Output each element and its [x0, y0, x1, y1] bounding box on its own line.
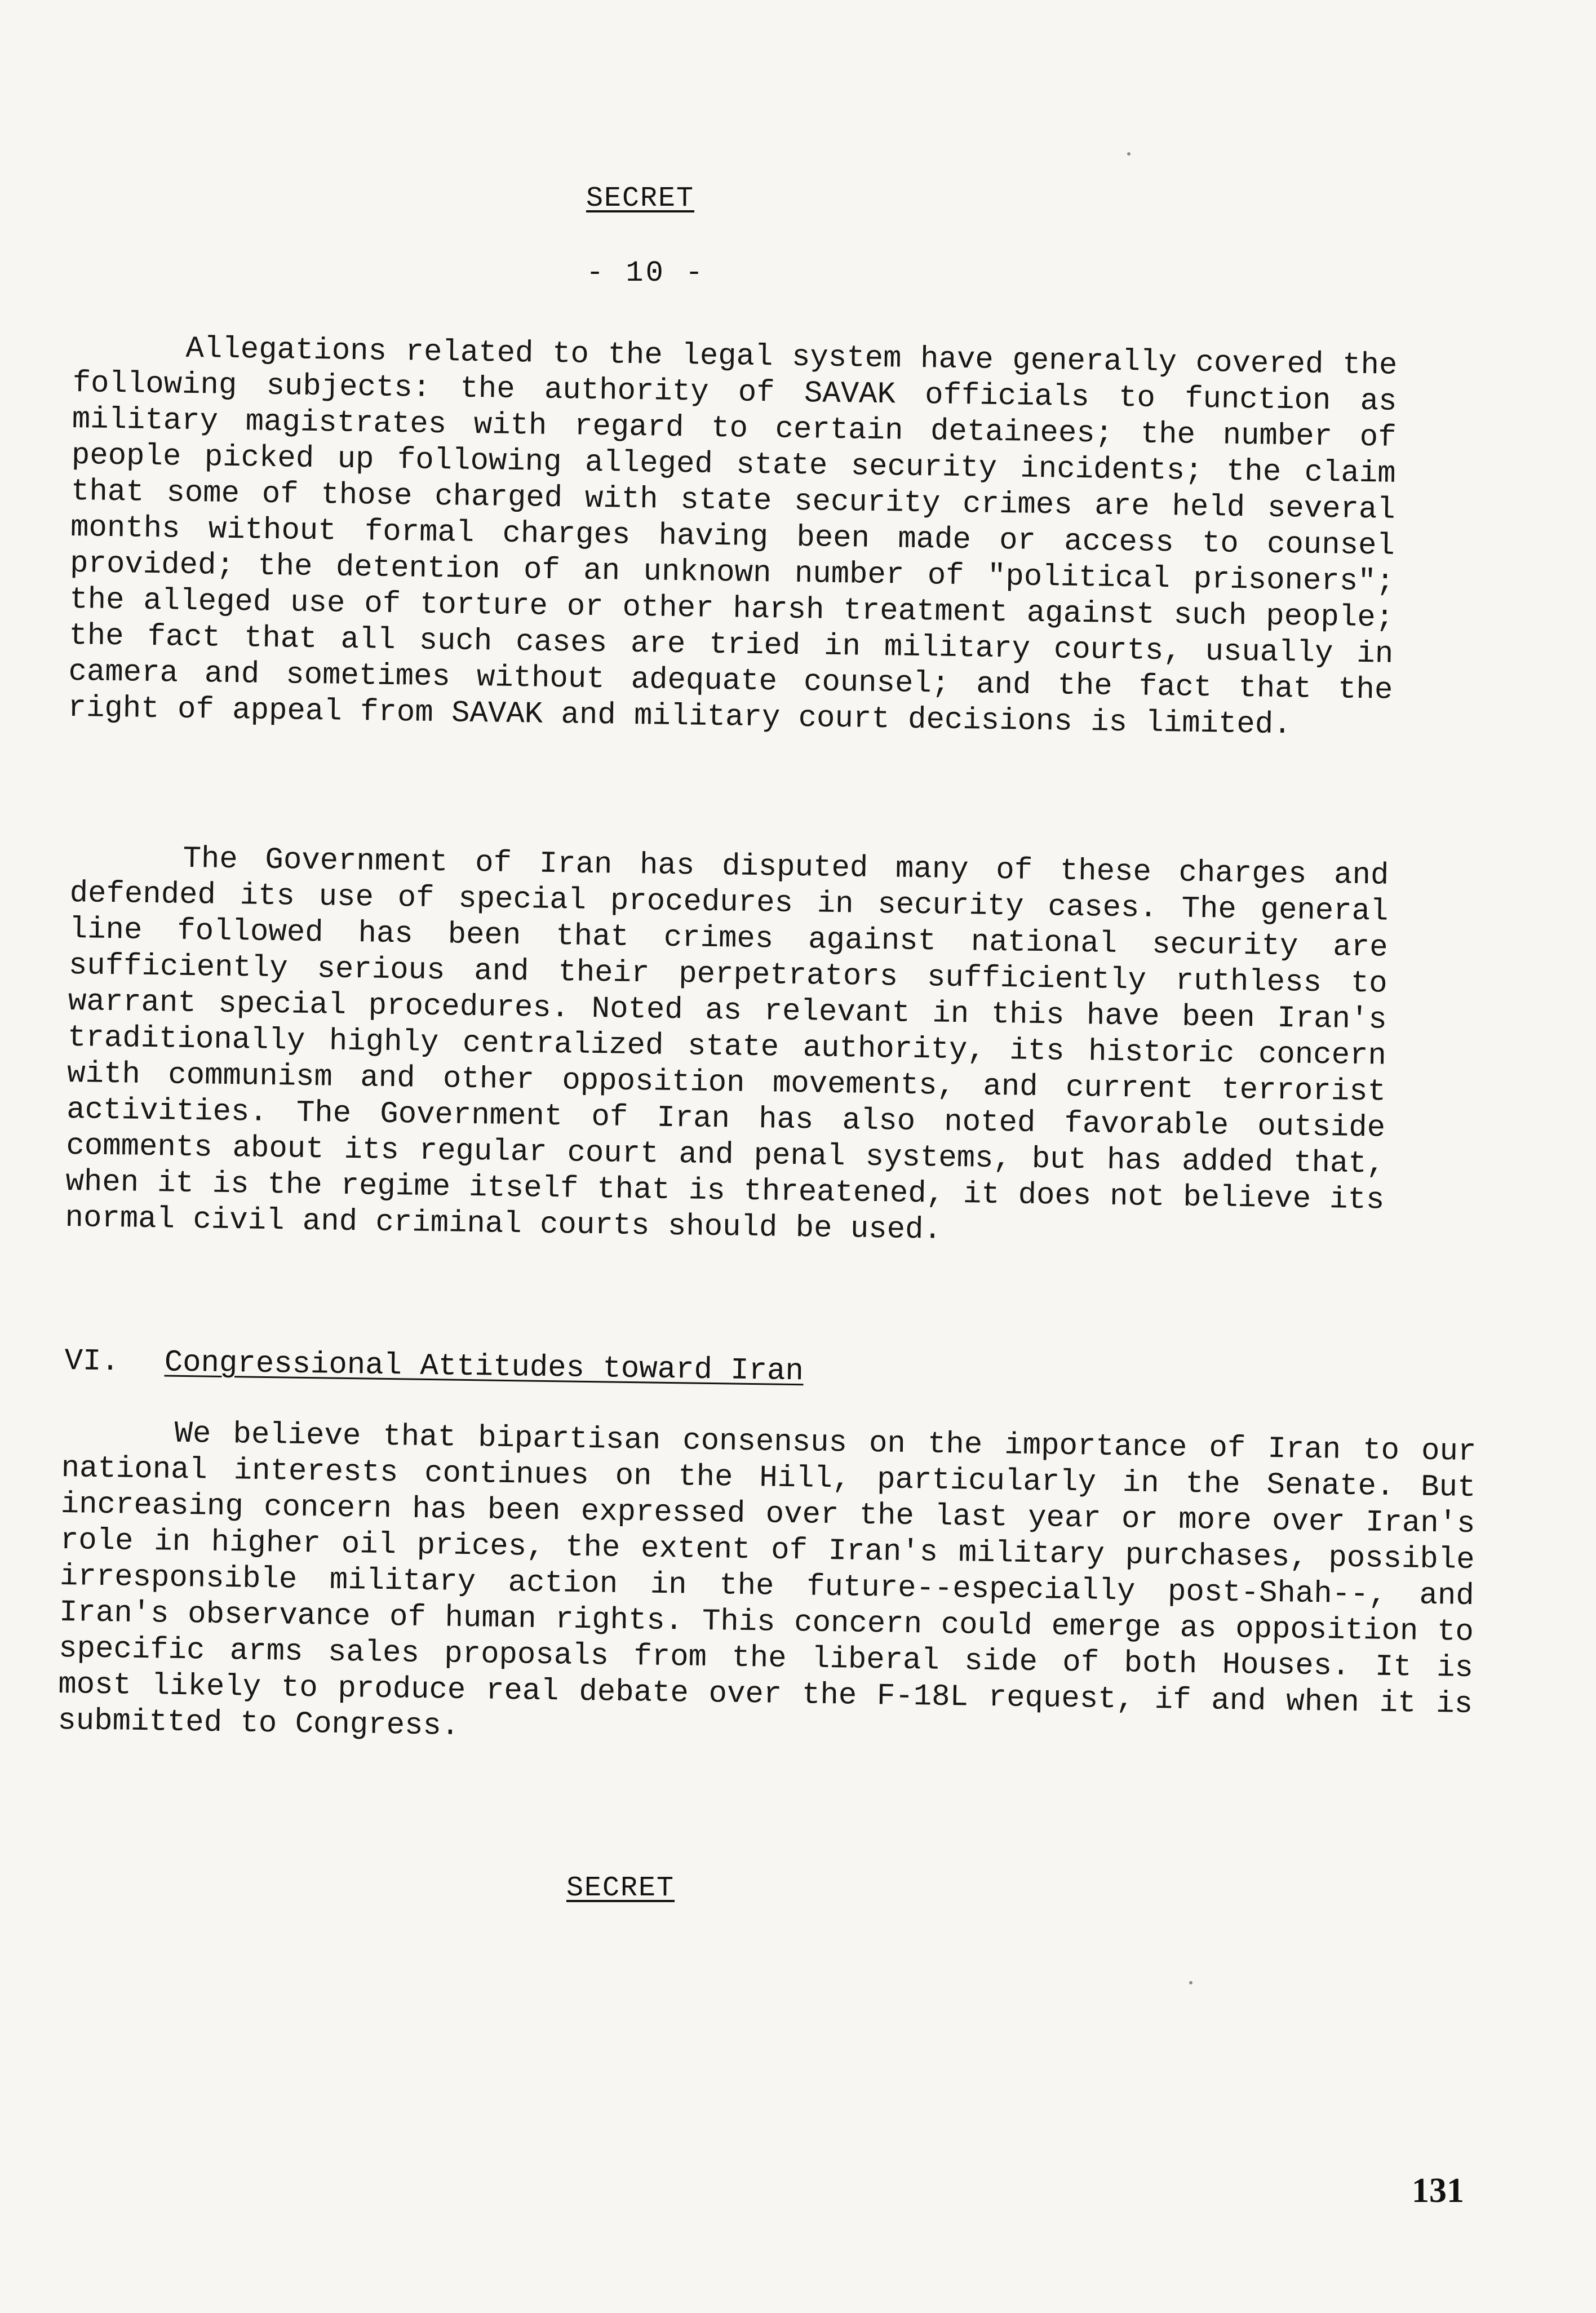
- section-heading: [64, 1344, 804, 1389]
- paragraph-legal-allegations: Allegations related to the legal system have generally covered the following subjects: the authority of SAVAK officials to function as military magistrates with regard to certain detainees; the number of people picked up following alleged state security incidents; the claim that some of those charged with state security crimes are held several months without formal charges having been made or access to counsel provided; the detention of an unknown number of "political prisoners"; the alleged use of torture or other harsh treatment against such people; the fact that all such cases are tried in military courts, usually in camera and sometimes without adequate counsel; and the fact that the right of appeal from SAVAK and military court decisions is limited.: [68, 331, 1398, 743]
- scan-speck: [1189, 1981, 1192, 1984]
- section-number: VI.: [64, 1344, 120, 1380]
- paragraph-government-response: The Government of Iran has disputed many of these charges and defended its use of special procedures in security cases. The general line followed has been that crimes against national security are sufficiently serious and their perpetrators sufficiently ruthless to warrant special procedures. Noted as relevant in this have been Iran's traditionally highly centralized state authority, its historic concern with communism and other opposition movements, and current terrorist activities. The Government of Iran has also noted favorable outside comments about its regular court and penal systems, but has added that, when it is the regime itself that is threatened, it does not believe its normal civil and criminal courts should be used.: [65, 841, 1389, 1248]
- printed-page-number: 131: [1412, 2172, 1464, 2210]
- scan-speck: [1127, 152, 1130, 156]
- paragraph-congressional-attitudes: We believe that bipartisan consensus on the importance of Iran to our national interests continues on the Hill, particularly in the Senate. But increasing concern has been expressed over the last year or more over Iran's role in higher oil prices, the extent of Iran's military purchases, possible irresponsible military action in the future--especially post-Shah--, and Iran's observance of human rights. This concern could emerge as opposition to specific arms sales proposals from the liberal side of both Houses. It is most likely to produce real debate over the F-18L request, if and when it is submitted to Congress.: [57, 1416, 1477, 1744]
- page-label: - 10 -: [586, 256, 706, 290]
- classification-marking-bottom: SECRET: [566, 1872, 675, 1904]
- section-title: Congressional Attitudes toward Iran: [164, 1345, 804, 1389]
- classification-marking-top: SECRET: [586, 183, 695, 215]
